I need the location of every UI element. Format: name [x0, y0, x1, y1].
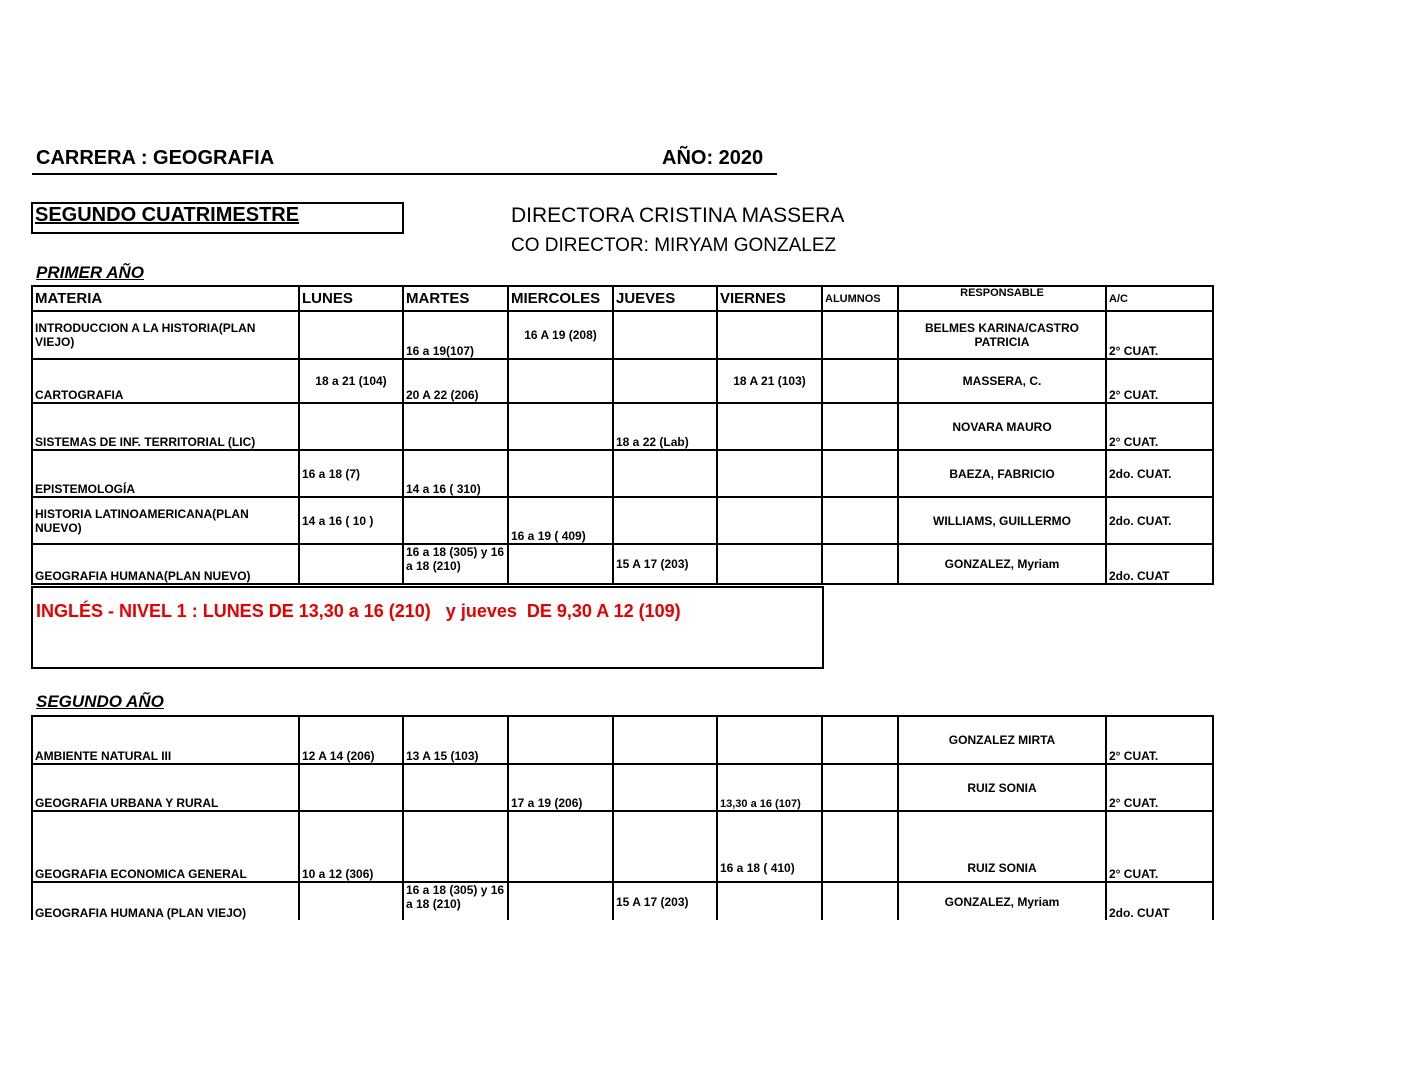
director-name: DIRECTORA CRISTINA MASSERA	[511, 204, 845, 227]
tuesday-cell: 16 a 18 (305) y 16 a 18 (210)	[403, 882, 508, 920]
responsible-cell: GONZALEZ, Myriam	[898, 882, 1106, 920]
col-lunes: LUNES	[299, 286, 403, 311]
wednesday-cell	[508, 811, 613, 882]
table-row	[32, 311, 1213, 359]
col-ac: A/C	[1106, 286, 1213, 311]
monday-cell	[299, 544, 403, 584]
students-cell	[822, 882, 898, 920]
ac-cell: 2° CUAT.	[1106, 811, 1213, 882]
friday-cell	[717, 450, 822, 497]
first-year-table	[31, 285, 1214, 585]
responsible-cell: NOVARA MAURO	[898, 403, 1106, 450]
tuesday-cell: 13 A 15 (103)	[403, 716, 508, 764]
subject-cell: GEOGRAFIA HUMANA(PLAN NUEVO)	[32, 544, 299, 584]
wednesday-cell	[508, 450, 613, 497]
tuesday-cell	[403, 811, 508, 882]
ac-cell: 2° CUAT.	[1106, 311, 1213, 359]
table-row	[32, 882, 1213, 920]
career-title: CARRERA : GEOGRAFIA	[36, 147, 275, 169]
subject-cell: HISTORIA LATINOAMERICANA(PLAN NUEVO)	[32, 497, 299, 544]
table-row	[32, 764, 1213, 811]
table-row	[32, 544, 1213, 584]
students-cell	[822, 544, 898, 584]
ac-cell: 2° CUAT.	[1106, 403, 1213, 450]
col-miercoles: MIERCOLES	[508, 286, 613, 311]
thursday-cell	[613, 811, 717, 882]
subject-cell: EPISTEMOLOGÍA	[32, 450, 299, 497]
second-year-table	[31, 715, 1214, 920]
wednesday-cell	[508, 716, 613, 764]
col-martes: MARTES	[403, 286, 508, 311]
table-row	[32, 811, 1213, 882]
semester-title: SEGUNDO CUATRIMESTRE	[35, 204, 300, 226]
subject-cell: GEOGRAFIA HUMANA (PLAN VIEJO)	[32, 882, 299, 920]
col-materia: MATERIA	[32, 286, 299, 311]
table-row	[32, 497, 1213, 544]
monday-cell: 18 a 21 (104)	[299, 359, 403, 403]
responsible-cell: WILLIAMS, GUILLERMO	[898, 497, 1106, 544]
table-row	[32, 359, 1213, 403]
tuesday-cell: 16 a 18 (305) y 16 a 18 (210)	[403, 544, 508, 584]
table-row	[32, 450, 1213, 497]
wednesday-cell	[508, 359, 613, 403]
thursday-cell: 18 a 22 (Lab)	[613, 403, 717, 450]
ac-cell: 2° CUAT.	[1106, 716, 1213, 764]
monday-cell	[299, 882, 403, 920]
co-director-name: CO DIRECTOR: MIRYAM GONZALEZ	[511, 235, 837, 256]
table-row	[32, 403, 1213, 450]
thursday-cell	[613, 311, 717, 359]
wednesday-cell: 16 A 19 (208)	[508, 311, 613, 359]
monday-cell: 10 a 12 (306)	[299, 811, 403, 882]
tuesday-cell	[403, 403, 508, 450]
students-cell	[822, 311, 898, 359]
subject-cell: SISTEMAS DE INF. TERRITORIAL (LIC)	[32, 403, 299, 450]
students-cell	[822, 403, 898, 450]
thursday-cell	[613, 450, 717, 497]
english-note-box	[31, 586, 824, 669]
subject-cell: INTRODUCCION A LA HISTORIA(PLAN VIEJO)	[32, 311, 299, 359]
table-row	[32, 716, 1213, 764]
tuesday-cell: 20 A 22 (206)	[403, 359, 508, 403]
monday-cell: 12 A 14 (206)	[299, 716, 403, 764]
ac-cell: 2° CUAT.	[1106, 359, 1213, 403]
students-cell	[822, 359, 898, 403]
monday-cell: 14 a 16 ( 10 )	[299, 497, 403, 544]
subject-cell: GEOGRAFIA ECONOMICA GENERAL	[32, 811, 299, 882]
wednesday-cell	[508, 544, 613, 584]
monday-cell	[299, 311, 403, 359]
students-cell	[822, 716, 898, 764]
responsible-cell: RUIZ SONIA	[898, 764, 1106, 811]
tuesday-cell	[403, 497, 508, 544]
monday-cell	[299, 403, 403, 450]
friday-cell	[717, 544, 822, 584]
students-cell	[822, 811, 898, 882]
friday-cell	[717, 882, 822, 920]
friday-cell	[717, 403, 822, 450]
friday-cell: 16 a 18 ( 410)	[717, 811, 822, 882]
thursday-cell	[613, 497, 717, 544]
year-label: AÑO: 2020	[662, 147, 764, 169]
thursday-cell: 15 A 17 (203)	[613, 882, 717, 920]
ac-cell: 2do. CUAT	[1106, 544, 1213, 584]
students-cell	[822, 450, 898, 497]
ac-cell: 2° CUAT.	[1106, 764, 1213, 811]
thursday-cell	[613, 764, 717, 811]
ac-cell: 2do. CUAT.	[1106, 450, 1213, 497]
responsible-cell: GONZALEZ MIRTA	[898, 716, 1106, 764]
wednesday-cell	[508, 403, 613, 450]
subject-cell: AMBIENTE NATURAL III	[32, 716, 299, 764]
monday-cell	[299, 764, 403, 811]
responsible-cell: RUIZ SONIA	[898, 811, 1106, 882]
responsible-cell: BAEZA, FABRICIO	[898, 450, 1106, 497]
table-header-row	[32, 286, 1213, 311]
english-schedule-note: INGLÉS - NIVEL 1 : LUNES DE 13,30 a 16 (210) y jueves DE 9,30 A 12 (109)	[36, 601, 681, 621]
students-cell	[822, 764, 898, 811]
col-jueves: JUEVES	[613, 286, 717, 311]
col-alumnos: ALUMNOS	[822, 286, 898, 311]
subject-cell: GEOGRAFIA URBANA Y RURAL	[32, 764, 299, 811]
wednesday-cell: 17 a 19 (206)	[508, 764, 613, 811]
responsible-cell: MASSERA, C.	[898, 359, 1106, 403]
friday-cell	[717, 716, 822, 764]
students-cell	[822, 497, 898, 544]
friday-cell: 13,30 a 16 (107)	[717, 764, 822, 811]
thursday-cell	[613, 359, 717, 403]
responsible-cell: GONZALEZ, Myriam	[898, 544, 1106, 584]
monday-cell: 16 a 18 (7)	[299, 450, 403, 497]
ac-cell: 2do. CUAT	[1106, 882, 1213, 920]
tuesday-cell: 14 a 16 ( 310)	[403, 450, 508, 497]
friday-cell	[717, 497, 822, 544]
thursday-cell	[613, 716, 717, 764]
friday-cell: 18 A 21 (103)	[717, 359, 822, 403]
thursday-cell: 15 A 17 (203)	[613, 544, 717, 584]
wednesday-cell	[508, 882, 613, 920]
tuesday-cell: 16 a 19(107)	[403, 311, 508, 359]
col-viernes: VIERNES	[717, 286, 822, 311]
ac-cell: 2do. CUAT.	[1106, 497, 1213, 544]
tuesday-cell	[403, 764, 508, 811]
friday-cell	[717, 311, 822, 359]
responsible-cell: BELMES KARINA/CASTRO PATRICIA	[898, 311, 1106, 359]
subject-cell: CARTOGRAFIA	[32, 359, 299, 403]
wednesday-cell: 16 a 19 ( 409)	[508, 497, 613, 544]
first-year-title: PRIMER AÑO	[36, 263, 144, 282]
second-year-title: SEGUNDO AÑO	[36, 692, 164, 711]
col-responsable: RESPONSABLE	[898, 286, 1106, 311]
